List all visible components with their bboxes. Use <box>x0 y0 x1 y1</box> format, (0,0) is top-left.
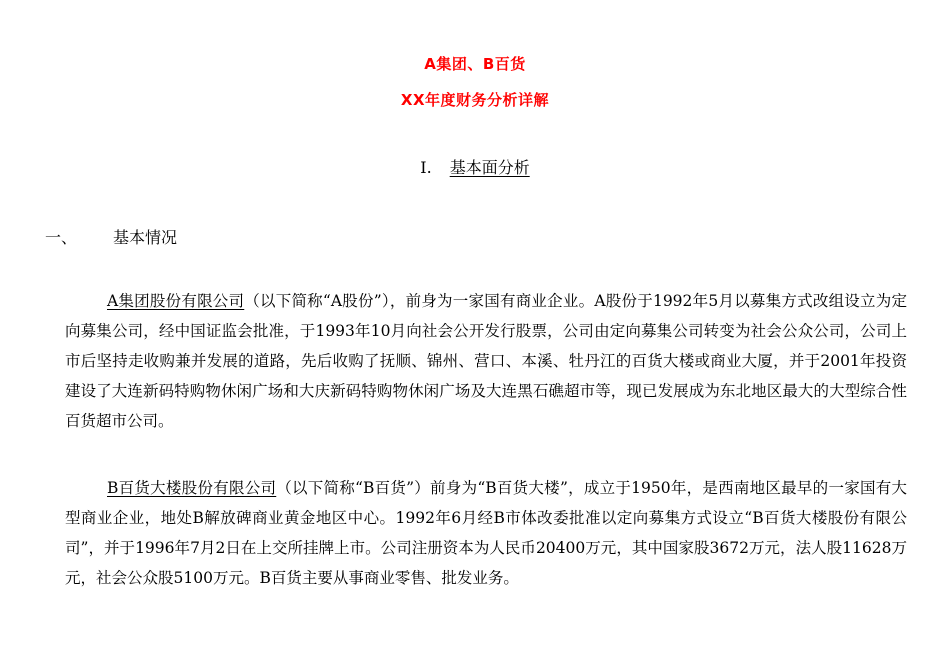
subsection-heading <box>45 225 177 248</box>
paragraph-a-group <box>65 286 907 436</box>
company-name-b: B百货大楼股份有限公司 <box>107 479 277 497</box>
paragraph-text: （以下简称“B百货”）前身为“B百货大楼”，成立于1950年，是西南地区最早的一家国有大型商业企业，地处B解放碑商业黄金地区中心。1992年6月经B市体改委批准以定向募集方式设立“B百货大楼股份有限公司”，并于1996年7月2日在上交所挂牌上市。公司注册资本为人民币20400万元，其中国家股3672万元，法人股11628万元，社会公众股5100万元。B百货主要从事商业零售、批发业务。 <box>65 479 907 587</box>
section-title: 基本面分析 <box>449 158 530 177</box>
subsection-number: 一、 <box>45 228 78 247</box>
document-title: A集团、B百货 <box>424 55 526 73</box>
paragraph-text: （以下简称“A股份”），前身为一家国有商业企业。A股份于1992年5月以募集方式改组设立为定向募集公司，经中国证监会批准，于1993年10月向社会公开发行股票，公司由定向募集公司转变为社会公众公司，公司上市后坚持走收购兼并发展的道路，先后收购了抚顺、锦州、营口、本溪、牡丹江的百货大楼或商业大厦，并于2001年投资建设了大连新码特购物休闲广场和大庆新码特购物休闲广场及大连黑石礁超市等，现已发展成为东北地区最大的大型综合性百货超市公司。 <box>65 292 907 430</box>
section-number: I. <box>420 158 432 177</box>
company-name-a: A集团股份有限公司 <box>107 292 245 310</box>
paragraph-b-department-store <box>65 473 907 593</box>
document-subtitle: XX年度财务分析详解 <box>400 91 550 109</box>
subsection-title: 基本情况 <box>113 228 178 247</box>
section-heading <box>0 155 950 178</box>
